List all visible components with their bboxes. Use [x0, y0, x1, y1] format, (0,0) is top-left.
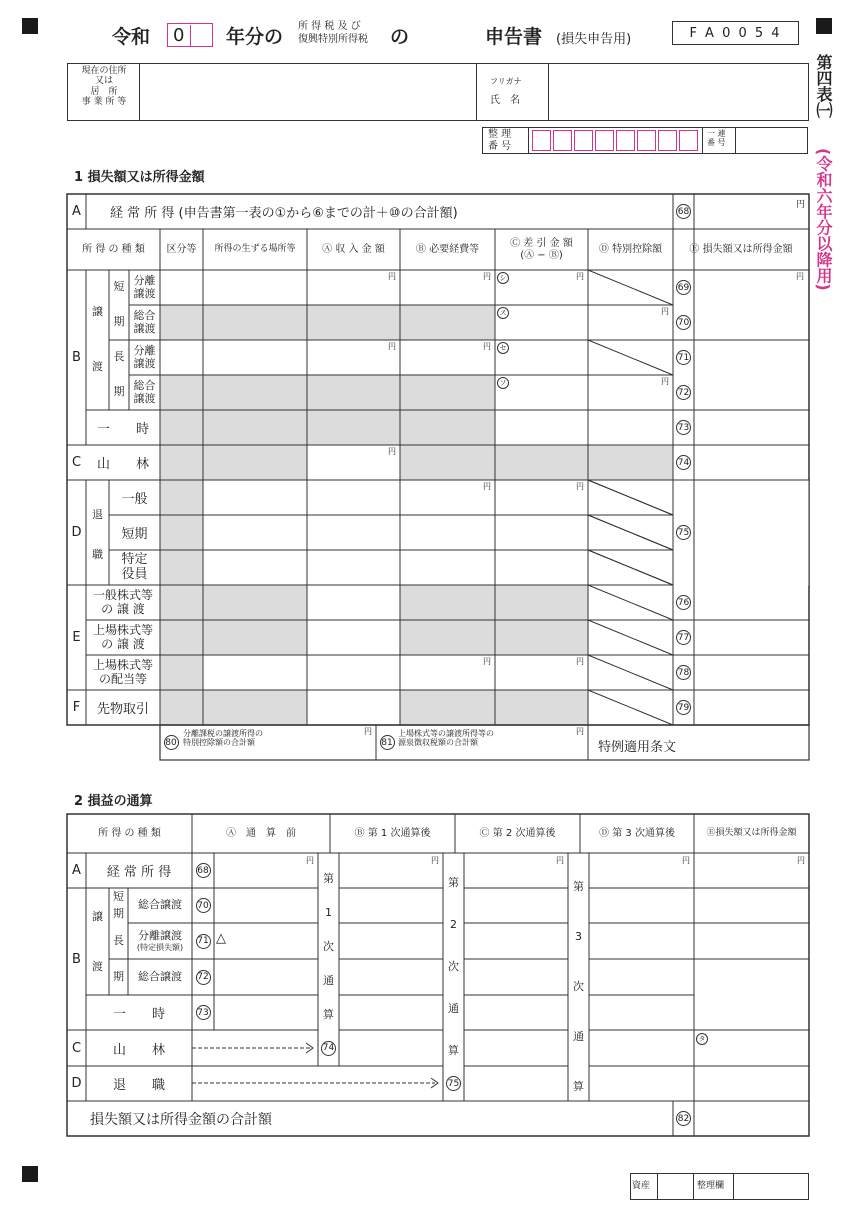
text-label: 82 — [676, 1111, 691, 1126]
s2-col2-label — [443, 862, 464, 1072]
s2-B-row-3: 総合譲渡 — [138, 969, 182, 983]
s2-header-before: Ⓐ 通 算 前 — [226, 827, 296, 839]
text-label: 通 — [448, 1002, 459, 1015]
s1-B-row-1: 分離 譲渡 — [133, 273, 156, 300]
s2-B-joint-2: 渡 — [92, 960, 103, 974]
yen-unit: 円 — [795, 200, 805, 210]
s1-foot80-label: 分離課税の譲渡所得の 特別控除額の合計額 — [183, 729, 263, 748]
s2-D-label: 退 職 — [112, 1078, 165, 1093]
s2-B-term-4: 期 — [113, 969, 124, 983]
yen-unit: 円 — [576, 657, 584, 666]
s1-B-term-3: 長 — [113, 350, 125, 364]
s1-B-ichiji: 一 時 — [96, 422, 149, 437]
s1-D-joint-2: 職 — [92, 547, 103, 561]
s2-num-82 — [673, 1101, 694, 1136]
yen-unit: 円 — [388, 272, 396, 281]
s2-B-term-2: 期 — [113, 907, 124, 921]
text-label: 74 — [676, 455, 691, 470]
tax-line2: 復興特別所得税 — [298, 34, 368, 45]
circle-num: 68 — [676, 204, 691, 219]
mark-ta: タ — [696, 1033, 708, 1045]
yen-unit: 円 — [576, 482, 584, 491]
s2-B-row-2-label: 分離譲渡 — [138, 929, 182, 943]
text-label: 現在の住所 — [81, 66, 127, 76]
s1-header-deduction: Ⓓ 特別控除額 — [598, 243, 663, 255]
text-label: 75 — [446, 1076, 461, 1091]
s2-header-second: Ⓒ 第 2 次通算後 — [479, 827, 556, 839]
s2-A-letter: A — [72, 863, 81, 878]
s1-D-row-1: 一般 — [121, 492, 148, 507]
s2-num-70 — [192, 888, 214, 923]
yen-unit: 円 — [483, 342, 491, 351]
text-label: 76 — [676, 595, 691, 610]
yen-unit: 円 — [483, 657, 491, 666]
form-title: 申告書 — [485, 26, 543, 48]
text-label: 事 業 所 等 — [81, 97, 127, 108]
yen-unit: 円 — [797, 856, 805, 865]
s1-foot81-label: 上場株式等の譲渡所得等の 源泉徴収税額の合計額 — [398, 729, 494, 748]
text-label: 次 — [323, 940, 334, 953]
text-label: 次 — [448, 960, 459, 973]
s1-header-income: Ⓐ 収 入 金 額 — [322, 243, 385, 255]
s2-header-third: Ⓓ 第 3 次通算後 — [599, 827, 675, 839]
side-subtitle: (令和六年分以降用) — [814, 148, 833, 291]
yen-unit: 円 — [576, 272, 584, 281]
text-label: 78 — [676, 665, 691, 680]
text-label: 算 — [323, 1008, 334, 1021]
text-label: 72 — [196, 970, 211, 985]
yen-unit: 円 — [364, 727, 372, 736]
text-label: 77 — [676, 630, 691, 645]
text-label: 68 — [196, 863, 211, 878]
seiri-label: 整 理 番 号 — [488, 129, 512, 152]
text-label: 1 — [325, 906, 332, 919]
s2-num-73 — [192, 995, 214, 1030]
text-label: 73 — [676, 420, 691, 435]
yen-unit: 円 — [796, 272, 804, 281]
s1-D-letter: D — [71, 525, 82, 540]
section1-title: 1 損失額又は所得金額 — [74, 170, 205, 185]
s2-C-label: 山 林 — [112, 1042, 165, 1058]
yen-unit: 円 — [556, 856, 564, 865]
s2-delta: △ — [216, 931, 226, 946]
s1-header-diff: Ⓒ 差 引 金 額 (Ⓐ − Ⓑ) — [510, 238, 573, 261]
s2-header-kind: 所 得 の 種 類 — [98, 827, 161, 839]
s1-C-letter: C — [71, 455, 82, 470]
yen-unit: 円 — [306, 856, 314, 865]
s2-B-row-2-sub: (特定損失額) — [136, 942, 184, 952]
text-label: 75 — [676, 525, 691, 540]
text-label: 80 — [164, 735, 179, 750]
s1-F-label: 先物取引 — [96, 702, 149, 717]
furigana-label: フリガナ — [490, 77, 522, 86]
text-label: 70 — [196, 898, 211, 913]
s1-header-kubun: 区分等 — [166, 243, 197, 255]
s2-B-letter: B — [72, 951, 81, 967]
s1-D-joint-1: 退 — [92, 507, 103, 521]
text-label: 居 所 — [90, 86, 118, 97]
s1-B-row-2: 総合 譲渡 — [133, 308, 156, 335]
mark-su: ス — [497, 307, 509, 319]
text-label: 3 — [575, 930, 582, 943]
yen-unit: 円 — [388, 342, 396, 351]
header-no: の — [390, 26, 410, 48]
s2-B-term-3: 長 — [113, 933, 124, 947]
s1-E-row-2: 上場株式等 の 譲 渡 — [92, 622, 153, 651]
text-label: 第 — [323, 872, 334, 885]
text-label: 次 — [573, 980, 584, 993]
s1-D-row-3: 特定 役員 — [121, 552, 148, 582]
s1-B-term-2: 期 — [113, 315, 125, 329]
s1-header-expense: Ⓑ 必要経費等 — [415, 243, 480, 255]
s2-num-68 — [192, 853, 214, 888]
s2-C-letter: C — [71, 1040, 82, 1056]
form-code: F A 0 0 5 4 — [672, 21, 799, 45]
text-label: 79 — [676, 700, 691, 715]
mark-se: セ — [497, 342, 509, 354]
s1-foot-jourei: 特例適用条文 — [598, 740, 677, 755]
s1-D-row-2: 短期 — [121, 527, 148, 542]
text-label: 70 — [676, 315, 691, 330]
text-label: 74 — [321, 1041, 336, 1056]
s2-num-74 — [318, 1030, 339, 1066]
s2-B-ichiji: 一 時 — [112, 1007, 165, 1022]
yen-unit: 円 — [576, 727, 584, 736]
s1-E-letter: E — [72, 630, 81, 645]
s2-A-label: 経 常 所 得 — [106, 865, 172, 880]
year-value: 0 — [168, 25, 191, 46]
footer-seiri-ran: 整理欄 — [697, 1181, 725, 1191]
yen-unit: 円 — [388, 447, 396, 456]
name-label: 氏 名 — [490, 95, 520, 106]
s1-C-label: 山 林 — [96, 457, 149, 472]
text-label: 73 — [196, 1005, 211, 1020]
text-label: 算 — [448, 1044, 459, 1057]
s1-B-joint-2: 渡 — [92, 360, 103, 374]
s2-col3-label — [568, 862, 589, 1112]
yen-unit: 円 — [661, 377, 669, 386]
s2-header-result: Ⓔ損失額又は所得金額 — [706, 828, 797, 839]
s2-B-row-1: 総合譲渡 — [138, 898, 182, 912]
s2-col1-label — [318, 862, 339, 1032]
s2-header-first: Ⓑ 第 1 次通算後 — [354, 827, 431, 839]
ichiren-label: 一 連 番 号 — [707, 129, 726, 148]
text-label: 通 — [573, 1030, 584, 1043]
s1-rowA-label: 経 常 所 得 (申告書第一表の①から⑥までの計＋⑩の合計額) — [110, 206, 458, 221]
s2-B-term-1: 短 — [113, 889, 124, 903]
s2-num-71 — [192, 923, 214, 959]
yen-unit: 円 — [431, 856, 439, 865]
era-label: 令和 — [112, 26, 151, 48]
s1-B-letter: B — [72, 350, 81, 365]
s2-D-letter: D — [71, 1076, 82, 1091]
text-label: 又は — [94, 76, 113, 87]
s2-num-72 — [192, 959, 214, 995]
yen-unit: 円 — [661, 307, 669, 316]
s2-B-joint-1: 譲 — [92, 910, 103, 924]
yen-unit: 円 — [483, 482, 491, 491]
s1-B-row-3: 分離 譲渡 — [133, 343, 156, 370]
s1-header-result: Ⓔ 損失額又は所得金額 — [689, 243, 793, 255]
s1-F-letter: F — [72, 700, 81, 715]
s1-E-row-3: 上場株式等 の配当等 — [92, 657, 153, 686]
text-label: 72 — [676, 385, 691, 400]
text-label: 71 — [676, 350, 691, 365]
yen-unit: 円 — [682, 856, 690, 865]
text-label: 第 — [573, 880, 584, 893]
footer-shisan: 資産 — [632, 1181, 651, 1191]
s2-total-label: 損失額又は所得金額の合計額 — [90, 1112, 272, 1128]
s1-rowA-letter: A — [72, 204, 81, 219]
yen-unit: 円 — [483, 272, 491, 281]
s1-header-kind: 所 得 の 種 類 — [82, 243, 145, 255]
side-title: 第四表㈠ — [814, 54, 833, 118]
s1-B-row-4: 総合 譲渡 — [133, 378, 156, 405]
text-label: 通 — [323, 974, 334, 987]
text-label: 第 — [448, 876, 459, 889]
mark-shi: シ — [497, 272, 509, 284]
form-subtitle: (損失申告用) — [556, 32, 632, 47]
text-label: 2 — [450, 918, 457, 931]
s1-B-joint-1: 譲 — [92, 305, 103, 319]
s2-B-row-2 — [128, 923, 192, 959]
section2-title: 2 損益の通算 — [74, 794, 153, 809]
text-label: 算 — [573, 1080, 584, 1093]
s1-E-row-1: 一般株式等 の 譲 渡 — [92, 587, 153, 616]
year-suffix: 年分の — [226, 26, 284, 48]
text-label: 81 — [380, 735, 395, 750]
tax-line1: 所 得 税 及 び — [298, 21, 361, 32]
text-label: 71 — [196, 934, 211, 949]
s1-B-term-4: 期 — [113, 385, 125, 399]
text-label: 69 — [676, 280, 691, 295]
s1-B-term-1: 短 — [113, 280, 125, 294]
s1-header-place: 所得の生ずる場所等 — [214, 244, 296, 255]
mark-so: ソ — [497, 377, 509, 389]
